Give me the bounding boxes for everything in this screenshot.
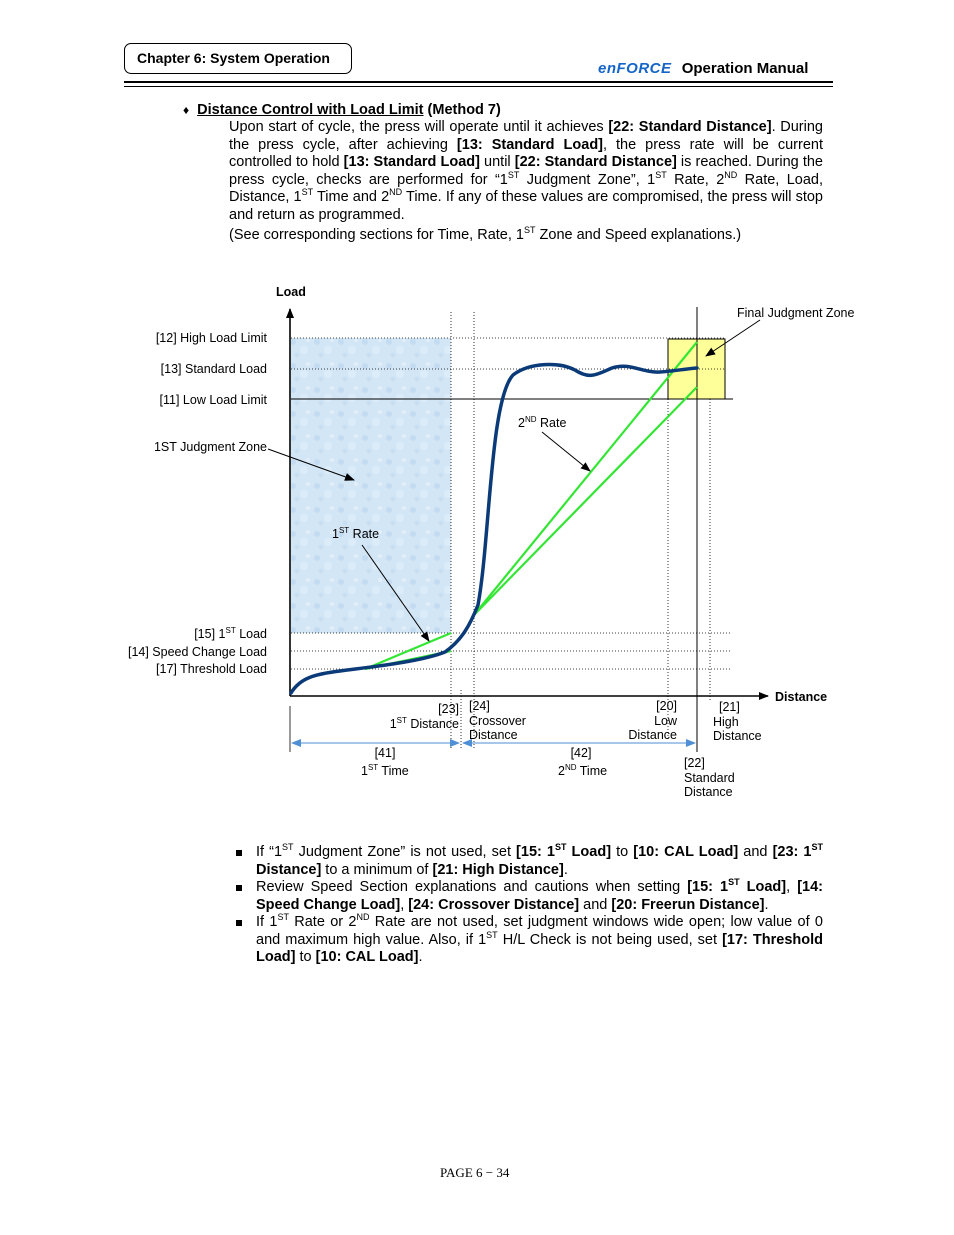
- d24-line2: Distance: [469, 728, 518, 742]
- t42-code: [42]: [570, 746, 592, 760]
- square-bullet-icon: [236, 850, 242, 856]
- square-bullet-icon: [236, 920, 242, 926]
- list-item: If 1ST Rate or 2ND Rate are not used, set judgment windows wide open; low value of 0 and maximum high value. Also, if 1ST H/L Check is not being used, set [17: Threshold Load] to [10: CAL Load].: [236, 914, 823, 967]
- low-load-label: [11] Low Load Limit: [159, 393, 267, 407]
- list-item: If “1ST Judgment Zone” is not used, set [15: 1ST Load] to [10: CAL Load] and [23: 1ST Distance] to a minimum of [21: High Distance].: [236, 844, 823, 879]
- d24-code: [24]: [469, 699, 490, 713]
- x-axis-label: Distance: [775, 690, 828, 704]
- d22-code: [22]: [684, 756, 705, 770]
- final-zone-label: Final Judgment Zone: [737, 306, 855, 320]
- second-rate-line-b: [474, 387, 697, 615]
- d20-line2: Distance: [628, 728, 677, 742]
- d20-code: [20]: [656, 699, 677, 713]
- first-judgment-zone: [291, 338, 451, 633]
- diamond-bullet-icon: ♦: [183, 103, 190, 117]
- page-number: PAGE 6 − 34: [440, 1165, 510, 1180]
- list-item: Review Speed Section explanations and cautions when setting [15: 1ST Load], [14: Speed Change Load], [24: Crossover Distance] and [20: Freerun Distance].: [236, 879, 823, 914]
- rate2-label: 2ND Rate: [518, 415, 567, 430]
- section-method: (Method 7): [427, 102, 501, 118]
- d22-line2: Distance: [684, 785, 733, 799]
- d21-line1: High: [713, 715, 739, 729]
- speed-change-label: [14] Speed Change Load: [127, 645, 267, 659]
- section-title: Distance Control with Load Limit: [197, 102, 424, 118]
- enforce-logo: enFORCE: [598, 60, 672, 77]
- rate1-label: 1ST Rate: [332, 526, 380, 541]
- y-axis-label: Load: [276, 285, 306, 299]
- first-load-label: [15] 1ST Load: [194, 626, 267, 641]
- section-paragraph: Upon start of cycle, the press will operate until it achieves [22: Standard Distance]. During the press cycle, after achieving [13: Standard Load], the press rate will be current controlled to hold [13: Standard Load] until [22: Standard Distance] is reached. During the press cycle, checks are performed for “1ST Judgment Zone”, 1ST Rate, 2ND Rate, Load, Distance, 1ST Time and 2ND Time. If any of these values are compromised, the press will stop and return as programmed.: [229, 119, 823, 223]
- rate2-pointer: [542, 432, 590, 471]
- t41-label: 1ST Time: [361, 763, 409, 778]
- d24-line1: Crossover: [469, 714, 526, 728]
- notes-list: [236, 844, 823, 967]
- t41-code: [41]: [374, 746, 396, 760]
- first-zone-label: 1ST Judgment Zone: [153, 440, 267, 454]
- square-bullet-icon: [236, 885, 242, 891]
- section-note: (See corresponding sections for Time, Rate, 1ST Zone and Speed explanations.): [229, 225, 742, 243]
- d22-line1: Standard: [684, 771, 735, 785]
- manual-title: Operation Manual: [681, 60, 809, 77]
- d21-line2: Distance: [713, 729, 762, 743]
- high-load-label: [12] High Load Limit: [155, 331, 267, 345]
- d23-label: 1ST Distance: [389, 716, 459, 731]
- threshold-label: [17] Threshold Load: [156, 662, 267, 676]
- d23-code: [23]: [438, 702, 459, 716]
- t42-label: 2ND Time: [558, 763, 608, 778]
- standard-load-label: [13] Standard Load: [160, 362, 267, 376]
- chapter-title: Chapter 6: System Operation: [137, 50, 330, 66]
- d20-line1: Low: [654, 714, 677, 728]
- d21-code: [21]: [719, 700, 740, 714]
